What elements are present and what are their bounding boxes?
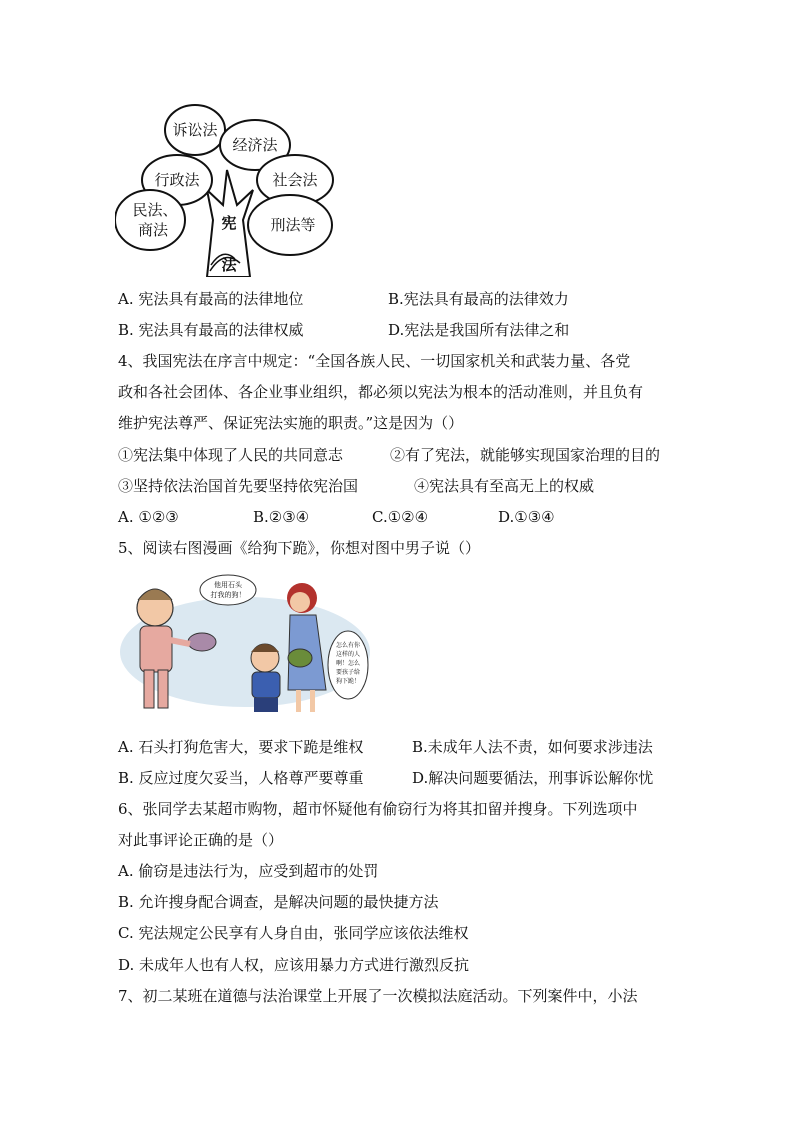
cloud-civil bbox=[115, 190, 185, 250]
trunk-label-bottom: 法 bbox=[221, 256, 237, 274]
trunk-label-top: 宪 bbox=[221, 214, 237, 232]
q3-option-c: B. 宪法具有最高的法律权威 bbox=[118, 321, 304, 339]
branch-label: 诉讼法 bbox=[172, 121, 218, 139]
bubble-right-line: 啊！怎么 bbox=[335, 660, 361, 667]
q5-option-b: B.未成年人法不责，如何要求涉违法 bbox=[412, 738, 653, 756]
q4-statement: ①宪法集中体现了人民的共同意志 bbox=[118, 446, 344, 464]
q4-stem-line: 4、我国宪法在序言中规定：“全国各族人民、一切国家机关和武装力量、各党 bbox=[118, 352, 631, 370]
q4-stem-line: 政和各社会团体、各企业事业组织，都必须以宪法为根本的活动准则，并且负有 bbox=[118, 383, 644, 401]
branch-label: 刑法等 bbox=[270, 216, 316, 234]
branch-label: 经济法 bbox=[232, 136, 278, 154]
q3-option-d: D.宪法是我国所有法律之和 bbox=[388, 321, 570, 339]
q6-option-b: B. 允许搜身配合调查，是解决问题的最快捷方法 bbox=[118, 893, 439, 911]
q6-option-c: C. 宪法规定公民享有人身自由，张同学应该依法维权 bbox=[118, 924, 469, 942]
branch-label: 行政法 bbox=[154, 171, 200, 189]
q4-option-a: A. ①②③ bbox=[118, 508, 179, 526]
q4-option-c: C.①②④ bbox=[372, 508, 429, 526]
q6-option-d: D. 未成年人也有人权，应该用暴力方式进行激烈反抗 bbox=[118, 956, 470, 974]
speech-bubble-left bbox=[200, 575, 256, 605]
bubble-right-line: 这样的人 bbox=[335, 651, 361, 658]
q6-stem-line: 6、张同学去某超市购物，超市怀疑他有偷窃行为将其扣留并搜身。下列选项中 bbox=[118, 800, 638, 818]
q6-stem-line: 对此事评论正确的是（） bbox=[118, 831, 284, 849]
bubble-left-line: 打我的狗！ bbox=[210, 591, 246, 599]
q5-stem: 5、阅读右图漫画《给狗下跪》，你想对图中男子说（） bbox=[118, 539, 481, 557]
q5-option-c: B. 反应过度欠妥当，人格尊严要尊重 bbox=[118, 769, 364, 787]
q7-stem-line: 7、初二某班在道德与法治课堂上开展了一次模拟法庭活动。下列案件中，小法 bbox=[118, 987, 638, 1005]
q4-statement: ③坚持依法治国首先要坚持依宪治国 bbox=[118, 477, 359, 495]
bubble-left-line: 他用石头 bbox=[214, 581, 242, 589]
branch-label: 民法、 bbox=[132, 201, 178, 219]
child-figure bbox=[251, 644, 280, 712]
q4-stem-line: 维护宪法尊严、保证宪法实施的职责。”这是因为（） bbox=[118, 414, 464, 432]
q3-option-b: B.宪法具有最高的法律效力 bbox=[388, 290, 569, 308]
q5-option-a: A. 石头打狗危害大，要求下跪是维权 bbox=[118, 738, 364, 756]
bubble-right-line: 要孩子给 bbox=[335, 669, 361, 676]
branch-label: 商法 bbox=[137, 221, 169, 239]
q4-statement: ②有了宪法，就能够实现国家治理的目的 bbox=[390, 446, 661, 464]
q6-option-a: A. 偷窃是违法行为，应受到超市的处罚 bbox=[118, 862, 379, 880]
constitution-tree-figure bbox=[115, 95, 340, 277]
q4-option-b: B.②③④ bbox=[253, 508, 310, 526]
kneeling-cartoon bbox=[120, 570, 370, 720]
q3-option-a: A. 宪法具有最高的法律地位 bbox=[118, 290, 304, 308]
q4-option-d: D.①③④ bbox=[498, 508, 555, 526]
branch-label: 社会法 bbox=[272, 171, 318, 189]
q5-option-d: D.解决问题要循法，刑事诉讼解你忧 bbox=[412, 769, 654, 787]
bubble-right-line: 狗下跪！ bbox=[335, 678, 361, 685]
bubble-right-line: 怎么有你 bbox=[335, 642, 361, 649]
q4-statement: ④宪法具有至高无上的权威 bbox=[414, 477, 595, 495]
